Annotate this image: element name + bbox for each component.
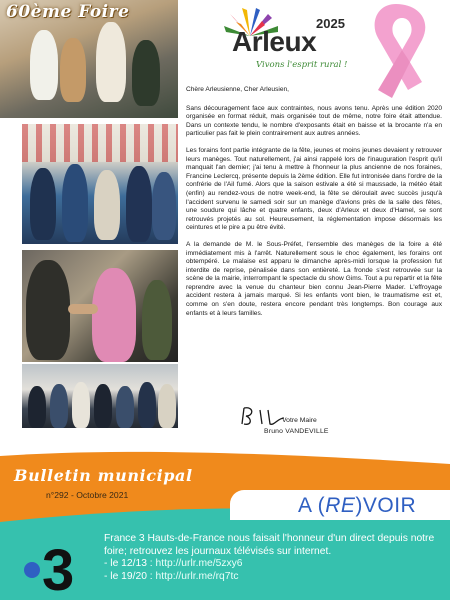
letter-paragraph: Les forains font partie intégrante de la fête, jeunes et moins jeunes devaient y retrouver leurs manèges. Tout naturellement, j'ai ainsi rappelé lors de l'inauguration l'esprit qu'il manquait l'an dernier; j'ai tenu à mettre à l'honneur la plus ancienne de nos foraines, Francine Leclercq, présente depuis la 2ème édition. Elle fut intronisée dans l'ordre de la confrérie de l'Ail fumé. Alors que la saison estivale a été si maussade, la météo était (enfin) au rendez-vous de notre week-end, la fête se déroulait avec succès jusqu'à l'accident survenu le samedi soir sur un manège d'avions près de la salle des fêtes, une soudure qui lâche et quatre enfants, deux d'Arleux et deux d'Hamel, se sont retrouvés projetés au sol. Heureusement, la réglementation impose désormais les ceintures et le pire a pu être évité. xyxy=(186,146,443,232)
photo-handshake xyxy=(22,250,178,362)
signature-name: Bruno VANDEVILLE xyxy=(264,428,329,435)
photo-foire-crowd xyxy=(0,0,178,118)
bulletin-issue: n°292 - Octobre 2021 xyxy=(46,490,129,500)
tv-item xyxy=(104,558,444,571)
photo-officials-ribbon xyxy=(22,124,178,244)
letter-paragraph: A la demande de M. le Sous-Préfet, l'ensemble des manèges de la foire a été immédiatement mis à l'arrêt. Naturellement sous le choc également, les forains ont obtempéré. Le malaise est apparu le dimanche après-midi lorsque la profession fut interdite de reprise, pénalisée dans son entièreté. La fronde s'est retrouvée sur la scène de la mairie, interrompant le spectacle du show Gims. Tout a pu repartir et la fête reprendre avec la venue du chanteur bien connu Jean-Pierre Mader. L'effroyage accident restera à jamais marqué. Si les enfants vont bien, le traumatisme est et, comme on s'en doute, restera encore pendant très longtemps. Bon courage aux enfants et à leurs familles. xyxy=(186,240,442,317)
bulletin-title: Bulletin municipal xyxy=(14,466,193,485)
signature-role: Votre Maire xyxy=(282,417,317,424)
letter-greeting: Chère Arleusienne, Cher Arleusien, xyxy=(186,86,289,93)
tv-link-1920[interactable]: http://urlr.me/rq7tc xyxy=(155,570,239,582)
logo-year: 2025 xyxy=(316,16,345,31)
tv-item xyxy=(104,571,444,584)
letter-paragraph: Sans découragement face aux contraintes, nous avons tenu. Après une édition 2020 organisée en format réduit, mais organisée tout de même, notre foire était attendue. Dans un contexte tendu, le nombre d'exposants était en baisse et la brocante n'a en particulier pas fait le plein contrairement aux autres années. xyxy=(186,104,442,138)
svg-text:3: 3 xyxy=(42,538,75,594)
fete-title: 60ème Foire xyxy=(6,2,130,22)
mayor-letter xyxy=(186,86,442,326)
tv-info xyxy=(104,533,444,583)
logo-name: Arleux xyxy=(232,26,317,57)
arleux-logo xyxy=(210,6,370,84)
tv-intro: France 3 Hauts-de-France nous faisait l'honneur d'un direct depuis notre foire; retrouvez les journaux télévisés sur internet. xyxy=(104,533,435,557)
signature-block xyxy=(238,404,418,444)
tv-link-1213[interactable]: http://urlr.me/5zxy6 xyxy=(155,558,243,569)
tv-item-label: - le 12/13 : xyxy=(104,558,153,569)
logo-tagline: Vivons l'esprit rural ! xyxy=(256,60,348,70)
headline-revoir: A (RE)VOIR xyxy=(298,494,417,517)
photo-group-ceremony xyxy=(22,364,178,428)
france3-logo-icon xyxy=(20,534,84,594)
tv-item-label: - le 19/20 : xyxy=(104,570,153,582)
